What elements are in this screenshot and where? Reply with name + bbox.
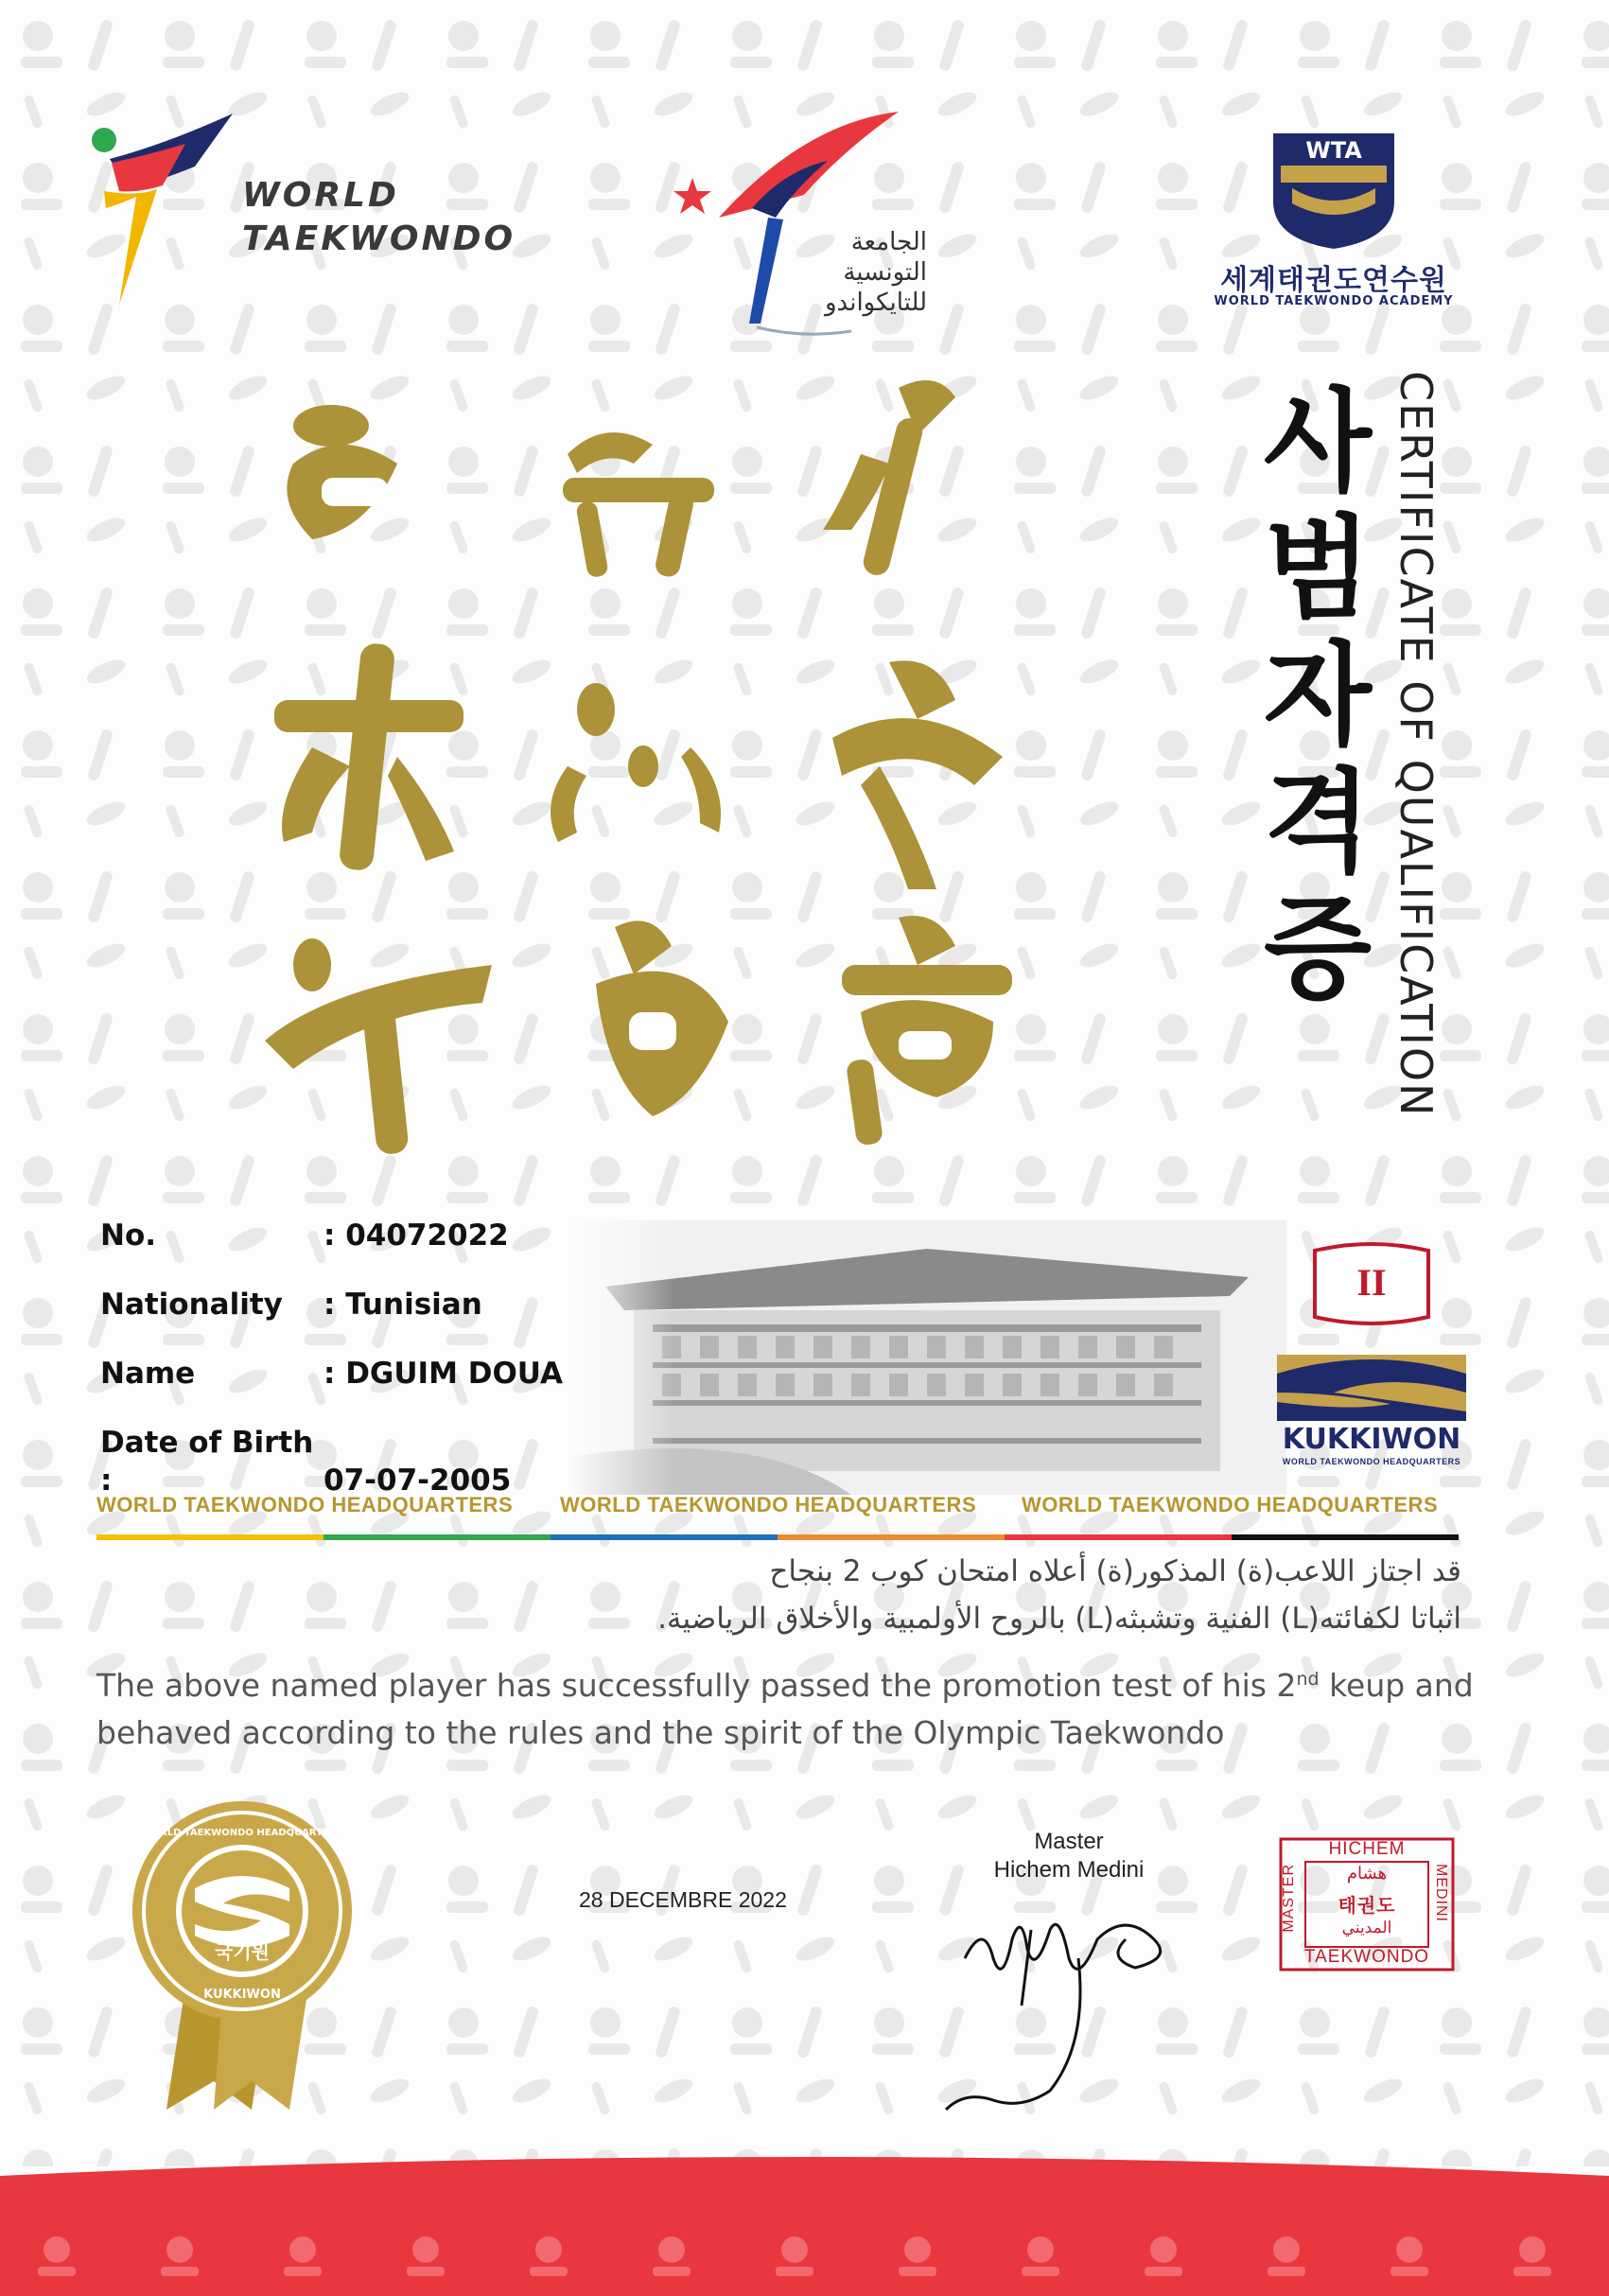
nationality-value: : Tunisian bbox=[324, 1288, 482, 1322]
hq-strip-text-3: WORLD TAEKWONDO HEADQUARTERS bbox=[1022, 1493, 1439, 1516]
korean-title-char-2: 범 bbox=[1264, 503, 1372, 634]
wt-word-taekwondo: TAEKWONDO bbox=[242, 219, 516, 258]
stamp-arabic-text: هشام bbox=[1346, 1864, 1388, 1883]
statement-english-part-1: The above named player has successfully passed the promotion test of his 2 bbox=[96, 1667, 1297, 1704]
ttf-line-1: الجامعة bbox=[850, 228, 927, 256]
kukkiwon-gold-seal bbox=[119, 1797, 365, 2119]
building-sketch-image bbox=[568, 1220, 1286, 1495]
stamp-korean-text: 태권도 bbox=[1338, 1896, 1396, 1917]
dob-label: Date of Birth : bbox=[100, 1426, 314, 1498]
ttf-line-2: التونسية bbox=[843, 258, 927, 287]
tunisian-federation-logo bbox=[662, 104, 946, 350]
master-block bbox=[946, 1828, 1192, 1884]
world-taekwondo-logo bbox=[91, 106, 545, 314]
kukkiwon-subtitle: WORLD TAEKWONDO HEADQUARTERS bbox=[1282, 1457, 1461, 1466]
red-footer-band bbox=[0, 2138, 1609, 2296]
gold-seal-icon bbox=[119, 1797, 365, 2119]
issue-date: 28 DECEMBRE 2022 bbox=[579, 1887, 787, 1912]
statement-arabic-line-2: اثباتا لكفائته(L) الفنية وتشبثه(L) بالروح الأولمبية والأخلاق الرياضية. bbox=[657, 1602, 1461, 1636]
gold-calligraphy-artwork bbox=[255, 359, 1088, 1164]
number-value: : 04072022 bbox=[324, 1218, 509, 1253]
stamp-bottom-text: TAEKWONDO bbox=[1303, 1947, 1430, 1967]
stamp-left-text: MASTER bbox=[1281, 1864, 1297, 1933]
name-value: : DGUIM DOUA bbox=[324, 1357, 564, 1391]
statement-arabic-line-1: قد اجتاز اللاعب(ة) المذكور(ة) أعلاه امتحان كوب 2 بنجاح bbox=[769, 1554, 1461, 1588]
nationality-label: Nationality bbox=[100, 1288, 283, 1322]
korean-title-char-3: 자 bbox=[1264, 630, 1372, 761]
wta-logo bbox=[1182, 128, 1485, 317]
stamp-arabic-text-2: المديني bbox=[1341, 1919, 1392, 1937]
certificate-title-english: CERTIFICATE OF QUALIFICATION bbox=[1390, 371, 1442, 1118]
kukkiwon-rank-badge bbox=[1268, 1241, 1476, 1468]
rank-numeral: II bbox=[1356, 1261, 1387, 1304]
dob-value: 07-07-2005 bbox=[324, 1463, 512, 1498]
wta-korean-name: 세계태권도연수원 bbox=[1220, 264, 1447, 297]
stamp-top-text: HICHEM bbox=[1328, 1839, 1406, 1859]
wta-english-name: WORLD TAEKWONDO ACADEMY bbox=[1214, 294, 1454, 308]
number-label: No. bbox=[100, 1218, 157, 1253]
korean-title-char-1: 사 bbox=[1264, 377, 1372, 507]
signature-image bbox=[936, 1902, 1201, 2119]
wta-shield-icon bbox=[1264, 128, 1404, 251]
info-row-name bbox=[100, 1355, 563, 1393]
kukkiwon-emblem-icon bbox=[1277, 1355, 1466, 1421]
korean-title-char-5: 증 bbox=[1264, 884, 1372, 1014]
kukkiwon-name: KUKKIWON bbox=[1282, 1423, 1461, 1456]
stamp-right-text: MEDINI bbox=[1433, 1864, 1449, 1922]
statement-english-superscript: nd bbox=[1296, 1669, 1320, 1690]
statement-english bbox=[96, 1656, 1478, 1757]
info-row-dob bbox=[100, 1424, 512, 1498]
info-row-nationality bbox=[100, 1286, 482, 1323]
hq-strip-text-2: WORLD TAEKWONDO HEADQUARTERS bbox=[560, 1493, 977, 1516]
master-name: Hichem Medini bbox=[993, 1857, 1145, 1883]
korean-title-char-4: 격 bbox=[1264, 757, 1372, 887]
wt-word-world: WORLD bbox=[242, 176, 399, 215]
info-row-number bbox=[100, 1217, 509, 1254]
seal-ring-bottom-text: KUKKIWON bbox=[203, 1988, 281, 2002]
seal-korean-text: 국기원 bbox=[215, 1940, 270, 1963]
master-stamp bbox=[1279, 1837, 1455, 1972]
wta-badge-text: WTA bbox=[1305, 137, 1362, 164]
world-taekwondo-emblem-icon bbox=[91, 106, 242, 314]
seal-ring-top-text: WORLD TAEKWONDO HEADQUARTERS bbox=[141, 1828, 343, 1838]
ttf-line-3: للتايكواندو bbox=[825, 289, 927, 317]
master-title: Master bbox=[1034, 1829, 1104, 1854]
name-label: Name bbox=[100, 1357, 196, 1391]
statement-english-part-2: keup and behaved according to the rules and the spirit of the Olympic Taekwondo bbox=[96, 1667, 1474, 1751]
hq-strip-text-1: WORLD TAEKWONDO HEADQUARTERS bbox=[96, 1493, 514, 1516]
korean-title bbox=[1247, 378, 1389, 1012]
